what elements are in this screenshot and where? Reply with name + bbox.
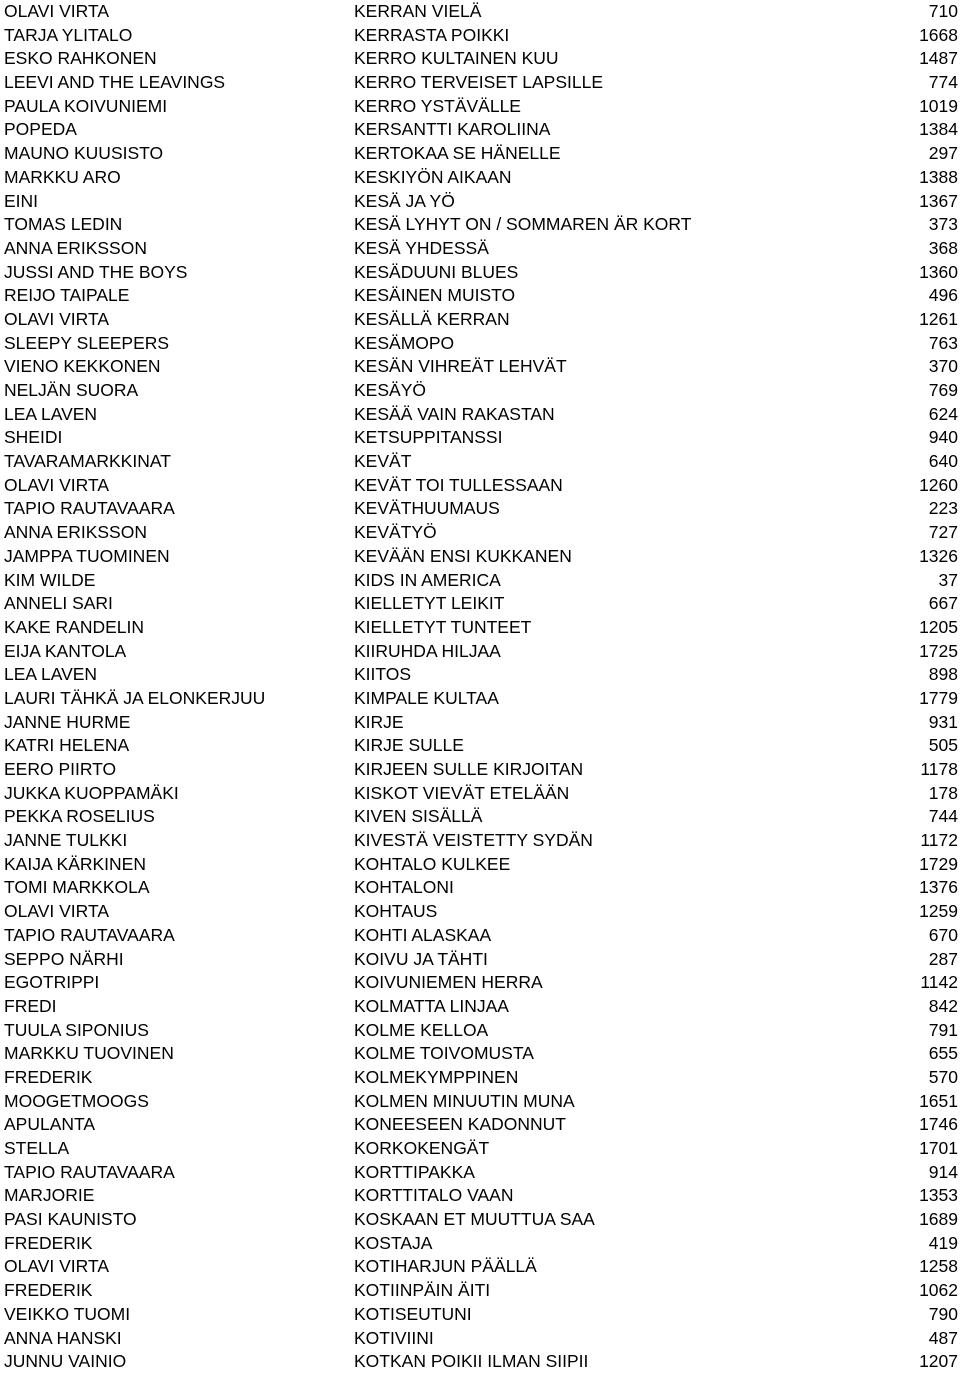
artist-name: JUNNU VAINIO: [4, 1351, 127, 1372]
artist-name: PAULA KOIVUNIEMI: [4, 95, 168, 116]
artist-name: TAVARAMARKKINAT: [4, 451, 171, 472]
artist-name: LAURI TÄHKÄ JA ELONKERJUU: [4, 687, 266, 708]
song-row: [0, 1327, 960, 1351]
song-code: 1701: [919, 1138, 958, 1158]
artist-name: POPEDA: [4, 119, 77, 140]
song-title: KOSKAAN ET MUUTTUA SAA: [354, 1209, 595, 1230]
song-row: [0, 592, 960, 616]
artist-name: JANNE HURME: [4, 711, 131, 732]
artist-name: ANNELI SARI: [4, 593, 113, 614]
song-row: [0, 379, 960, 403]
artist-name: REIJO TAIPALE: [4, 285, 130, 306]
song-code: 655: [928, 1043, 958, 1064]
song-title: KOHTALONI: [354, 877, 454, 898]
song-row: [0, 24, 960, 48]
artist-name: PEKKA ROSELIUS: [4, 806, 155, 827]
song-title: KIMPALE KULTAA: [354, 687, 499, 708]
song-code: 419: [928, 1232, 958, 1253]
artist-name: FREDERIK: [4, 1232, 93, 1253]
song-row: [0, 521, 960, 545]
song-code: 1172: [920, 830, 958, 851]
song-code: 1384: [919, 119, 958, 140]
song-row: [0, 1279, 960, 1303]
artist-name: TAPIO RAUTAVAARA: [4, 498, 175, 519]
artist-name: TARJA YLITALO: [4, 24, 133, 45]
song-code: 769: [928, 380, 958, 400]
song-row: [0, 924, 960, 948]
song-row: [0, 805, 960, 829]
song-title: KOLMATTA LINJAA: [354, 995, 509, 1016]
artist-name: EGOTRIPPI: [4, 972, 100, 993]
artist-name: ANNA HANSKI: [4, 1327, 122, 1348]
song-code: 505: [928, 735, 958, 756]
song-row: [0, 237, 960, 261]
artist-name: KAKE RANDELIN: [4, 616, 145, 637]
song-row: [0, 687, 960, 711]
song-title: KESÄMOPO: [354, 332, 455, 353]
artist-name: VEIKKO TUOMI: [4, 1303, 131, 1324]
song-code: 1360: [919, 261, 958, 282]
song-row: [0, 426, 960, 450]
song-code: 727: [928, 522, 958, 543]
song-row: [0, 403, 960, 427]
artist-name: ESKO RAHKONEN: [4, 48, 157, 69]
song-code: 37: [938, 569, 958, 590]
song-title: KOSTAJA: [354, 1232, 433, 1253]
song-row: [0, 497, 960, 521]
song-title: KERRASTA POIKKI: [354, 24, 510, 45]
song-code: 570: [928, 1066, 958, 1087]
song-title: KEVÄTHUUMAUS: [354, 498, 500, 519]
song-title: KESÄ YHDESSÄ: [354, 237, 489, 258]
song-code: 178: [928, 782, 958, 803]
song-title: KOLMEKYMPPINEN: [354, 1066, 519, 1087]
song-title: KIVESTÄ VEISTETTY SYDÄN: [354, 830, 593, 851]
song-row: [0, 1350, 960, 1374]
song-row: [0, 853, 960, 877]
song-title: KESÄYÖ: [354, 380, 426, 400]
artist-name: MARJORIE: [4, 1185, 95, 1206]
song-row: [0, 0, 960, 24]
song-title: KERTOKAA SE HÄNELLE: [354, 143, 561, 164]
song-row: [0, 1161, 960, 1185]
song-title: KIELLETYT TUNTEET: [354, 616, 532, 637]
artist-name: OLAVI VIRTA: [4, 308, 110, 329]
song-title: KIRJE SULLE: [354, 735, 464, 756]
song-row: [0, 261, 960, 285]
song-code: 370: [928, 356, 958, 377]
song-title: KERRO KULTAINEN KUU: [354, 48, 559, 69]
artist-name: KAIJA KÄRKINEN: [4, 853, 146, 874]
song-code: 1689: [919, 1209, 958, 1230]
song-row: [0, 545, 960, 569]
artist-name: EERO PIIRTO: [4, 759, 117, 779]
song-row: [0, 782, 960, 806]
song-row: [0, 474, 960, 498]
song-row: [0, 1255, 960, 1279]
song-title: KESÄLLÄ KERRAN: [354, 308, 510, 329]
song-code: 1207: [919, 1351, 958, 1372]
song-title: KERRO YSTÄVÄLLE: [354, 95, 521, 116]
song-title: KEVÄTYÖ: [354, 522, 437, 543]
song-code: 940: [928, 427, 958, 448]
song-row: [0, 213, 960, 237]
song-title: KETSUPPITANSSI: [354, 427, 503, 448]
song-title: KIRJE: [354, 711, 404, 732]
artist-name: TOMAS LEDIN: [4, 214, 123, 235]
song-code: 898: [928, 664, 958, 685]
song-code: 373: [928, 214, 958, 235]
song-code: 1487: [919, 48, 958, 69]
song-title: KOIVU JA TÄHTI: [354, 948, 488, 969]
artist-name: SHEIDI: [4, 427, 63, 448]
song-row: [0, 118, 960, 142]
song-row: [0, 876, 960, 900]
song-title: KOLME KELLOA: [354, 1019, 489, 1040]
song-title: KOIVUNIEMEN HERRA: [354, 972, 543, 993]
song-code: 1259: [919, 901, 958, 922]
song-title: KOTIINPÄIN ÄITI: [354, 1280, 491, 1301]
song-row: [0, 1232, 960, 1256]
song-title: KOTKAN POIKII ILMAN SIIPII: [354, 1351, 589, 1372]
song-code: 1258: [919, 1256, 958, 1277]
song-row: [0, 332, 960, 356]
artist-name: OLAVI VIRTA: [4, 1, 110, 21]
song-code: 1779: [919, 687, 958, 708]
song-title: KORKOKENGÄT: [354, 1138, 490, 1158]
song-code: 1260: [919, 474, 958, 495]
song-row: [0, 47, 960, 71]
song-row: [0, 1137, 960, 1161]
song-row: [0, 711, 960, 735]
song-row: [0, 450, 960, 474]
artist-name: SEPPO NÄRHI: [4, 948, 124, 969]
artist-name: EINI: [4, 190, 39, 211]
song-code: 914: [928, 1161, 958, 1182]
song-code: 667: [928, 593, 958, 614]
song-code: 1651: [919, 1090, 958, 1111]
song-title: KIIRUHDA HILJAA: [354, 640, 501, 661]
song-row: [0, 95, 960, 119]
artist-name: LEA LAVEN: [4, 403, 98, 424]
song-code: 1746: [919, 1114, 958, 1135]
artist-name: LEA LAVEN: [4, 664, 98, 685]
song-title: KESKIYÖN AIKAAN: [354, 166, 512, 187]
song-code: 842: [928, 995, 958, 1016]
artist-name: JANNE TULKKI: [4, 830, 128, 851]
artist-name: EIJA KANTOLA: [4, 640, 127, 661]
song-code: 791: [928, 1019, 958, 1040]
song-row: [0, 1303, 960, 1327]
song-row: [0, 71, 960, 95]
artist-name: APULANTA: [4, 1114, 96, 1135]
artist-name: FREDERIK: [4, 1280, 93, 1301]
artist-name: OLAVI VIRTA: [4, 901, 110, 922]
song-title: KESÄ JA YÖ: [354, 190, 455, 211]
song-code: 1725: [919, 640, 958, 661]
song-row: [0, 1208, 960, 1232]
song-row: [0, 1066, 960, 1090]
artist-name: JUKKA KUOPPAMÄKI: [4, 782, 179, 803]
song-code: 670: [928, 924, 958, 945]
song-code: 1729: [919, 853, 958, 874]
song-title: KOLME TOIVOMUSTA: [354, 1043, 534, 1064]
artist-name: VIENO KEKKONEN: [4, 356, 161, 377]
artist-name: PASI KAUNISTO: [4, 1209, 137, 1230]
artist-name: FREDI: [4, 995, 57, 1016]
song-code: 931: [928, 711, 958, 732]
artist-name: JUSSI AND THE BOYS: [4, 261, 188, 282]
song-row: [0, 616, 960, 640]
song-row: [0, 308, 960, 332]
song-title: KIELLETYT LEIKIT: [354, 593, 505, 614]
song-code: 1388: [919, 166, 958, 187]
song-title: KISKOT VIEVÄT ETELÄÄN: [354, 782, 570, 803]
song-row: [0, 995, 960, 1019]
artist-name: MOOGETMOOGS: [4, 1090, 149, 1111]
song-code: 297: [928, 143, 958, 164]
song-code: 287: [928, 948, 958, 969]
artist-name: MAUNO KUUSISTO: [4, 143, 164, 164]
song-title: KIVEN SISÄLLÄ: [354, 806, 483, 827]
song-row: [0, 569, 960, 593]
song-title: KOHTAUS: [354, 901, 438, 922]
song-title: KIDS IN AMERICA: [354, 569, 501, 590]
song-title: KORTTIPAKKA: [354, 1161, 475, 1182]
song-title: KOTISEUTUNI: [354, 1303, 472, 1324]
song-row: [0, 1113, 960, 1137]
song-code: 1668: [919, 24, 958, 45]
song-title: KESÄN VIHREÄT LEHVÄT: [354, 356, 567, 377]
song-row: [0, 1184, 960, 1208]
artist-name: LEEVI AND THE LEAVINGS: [4, 72, 226, 93]
song-title: KEVÄT: [354, 451, 412, 472]
song-code: 1062: [919, 1280, 958, 1301]
song-title: KESÄDUUNI BLUES: [354, 261, 519, 282]
song-code: 1353: [919, 1185, 958, 1206]
song-row: [0, 284, 960, 308]
song-code: 790: [928, 1303, 958, 1324]
song-code: 487: [928, 1327, 958, 1348]
artist-name: ANNA ERIKSSON: [4, 522, 147, 543]
song-title: KIRJEEN SULLE KIRJOITAN: [354, 759, 584, 779]
song-row: [0, 663, 960, 687]
song-row: [0, 1019, 960, 1043]
artist-name: TOMI MARKKOLA: [4, 877, 150, 898]
song-title: KOHTI ALASKAA: [354, 924, 492, 945]
song-title: KERSANTTI KAROLIINA: [354, 119, 551, 140]
song-title: KOTIHARJUN PÄÄLLÄ: [354, 1256, 537, 1277]
artist-name: TUULA SIPONIUS: [4, 1019, 149, 1040]
song-title: KERRAN VIELÄ: [354, 1, 482, 21]
song-row: [0, 971, 960, 995]
song-code: 496: [928, 285, 958, 306]
song-row: [0, 900, 960, 924]
song-title: KORTTITALO VAAN: [354, 1185, 514, 1206]
song-code: 624: [928, 403, 958, 424]
song-row: [0, 190, 960, 214]
song-title: KESÄINEN MUISTO: [354, 285, 516, 306]
artist-name: SLEEPY SLEEPERS: [4, 332, 170, 353]
song-row: [0, 640, 960, 664]
song-code: 1326: [919, 545, 958, 566]
song-code: 710: [928, 1, 958, 21]
song-code: 640: [928, 451, 958, 472]
song-title: KOTIVIINI: [354, 1327, 434, 1348]
song-code: 1178: [920, 759, 958, 779]
artist-name: FREDERIK: [4, 1066, 93, 1087]
artist-name: MARKKU TUOVINEN: [4, 1043, 174, 1064]
song-title: KESÄ LYHYT ON / SOMMAREN ÄR KORT: [354, 214, 692, 235]
song-code: 1261: [919, 308, 958, 329]
artist-name: OLAVI VIRTA: [4, 1256, 110, 1277]
song-row: [0, 1090, 960, 1114]
artist-name: NELJÄN SUORA: [4, 380, 139, 400]
song-title: KESÄÄ VAIN RAKASTAN: [354, 403, 555, 424]
song-code: 763: [928, 332, 958, 353]
song-row: [0, 355, 960, 379]
song-code: 1142: [920, 972, 958, 993]
artist-name: TAPIO RAUTAVAARA: [4, 924, 175, 945]
song-title: KEVÄÄN ENSI KUKKANEN: [354, 545, 572, 566]
song-row: [0, 758, 960, 782]
song-code: 1205: [919, 616, 958, 637]
song-code: 1019: [919, 95, 958, 116]
song-row: [0, 829, 960, 853]
song-title: KOLMEN MINUUTIN MUNA: [354, 1090, 575, 1111]
song-title: KONEESEEN KADONNUT: [354, 1114, 566, 1135]
artist-name: KIM WILDE: [4, 569, 96, 590]
song-title: KEVÄT TOI TULLESSAAN: [354, 474, 563, 495]
song-code: 774: [928, 72, 958, 93]
song-row: [0, 1042, 960, 1066]
song-title: KIITOS: [354, 664, 412, 685]
song-code: 223: [928, 498, 958, 519]
artist-name: STELLA: [4, 1138, 70, 1158]
song-row: [0, 948, 960, 972]
song-row: [0, 734, 960, 758]
artist-name: KATRI HELENA: [4, 735, 130, 756]
artist-name: TAPIO RAUTAVAARA: [4, 1161, 175, 1182]
song-code: 1376: [919, 877, 958, 898]
song-code: 1367: [919, 190, 958, 211]
song-row: [0, 142, 960, 166]
song-title: KOHTALO KULKEE: [354, 853, 511, 874]
artist-name: MARKKU ARO: [4, 166, 121, 187]
song-code: 368: [928, 237, 958, 258]
song-code: 744: [928, 806, 958, 827]
artist-name: OLAVI VIRTA: [4, 474, 110, 495]
song-title: KERRO TERVEISET LAPSILLE: [354, 72, 603, 93]
artist-name: JAMPPA TUOMINEN: [4, 545, 170, 566]
song-row: [0, 166, 960, 190]
artist-name: ANNA ERIKSSON: [4, 237, 147, 258]
